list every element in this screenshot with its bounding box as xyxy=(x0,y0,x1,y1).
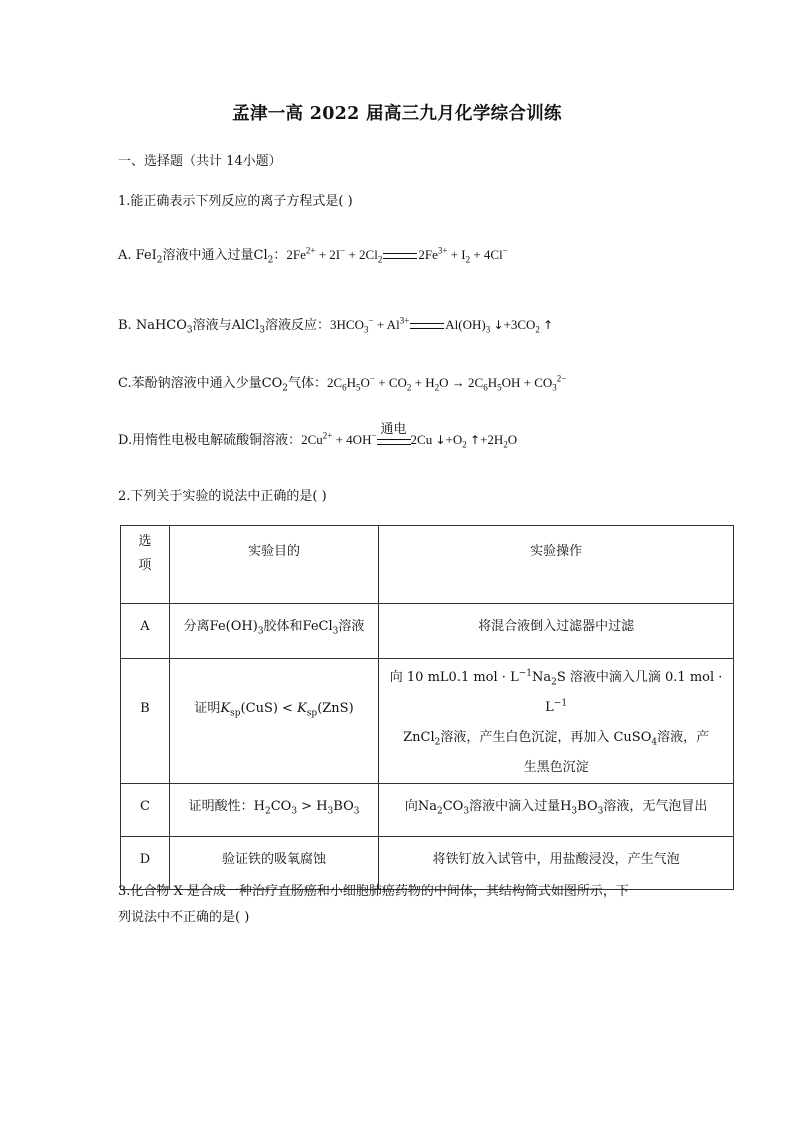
q1-option-c: C.苯酚钠溶液中通入少量$CO_2$气体：$2C_6H_5O^- + CO_2 + H_2O \to 2C_6H_5OH + CO_3^{2-}$ xyxy=(118,373,567,394)
row-c-goal: 证明酸性：$H_2CO_3 > H_3BO_3$ xyxy=(169,784,378,837)
q1-b-text2: 溶液反应： xyxy=(265,318,331,333)
table-row xyxy=(121,604,734,659)
row-a-option: A xyxy=(121,604,170,659)
q1-b-text1: 溶液与AlCl xyxy=(192,318,260,333)
q1-option-d: D.用惰性电极电解硫酸铜溶液：$2Cu^{2+} + 4OH^-$ 通电 2Cu $↓+O_2$ $↑+2H_2O$ xyxy=(118,429,517,448)
row-d-goal: 验证铁的吸氧腐蚀 xyxy=(169,837,378,890)
header-option: 选项 xyxy=(121,526,170,604)
q1-d-text: D.用惰性电极电解硫酸铜溶液： xyxy=(118,433,302,448)
row-b-option: B xyxy=(121,659,170,784)
q1-a-label: A. FeI xyxy=(118,248,157,263)
page-title: 孟津一高 2022 届高三九月化学综合训练 xyxy=(232,104,562,124)
table-row xyxy=(121,659,734,784)
q1-a-text: 溶液中通入过量Cl xyxy=(162,248,268,263)
row-c-option: C xyxy=(121,784,170,837)
q2-stem: 2.下列关于实验的说法中正确的是( ) xyxy=(118,489,327,504)
header-goal: 实验目的 xyxy=(169,526,378,604)
row-b-operation: 向 10 mL0.1 mol · $L^{-1}Na_2S$ 溶液中滴入几滴 0.1 mol · $L^{-1}$ ZnCl$_2$溶液，产生白色沉淀，再加入 CuSO$_4$溶液，产 生黑色沉淀 xyxy=(379,659,734,784)
q3-stem-line1: 3.化合物 X 是合成一种治疗直肠癌和小细胞肺癌药物的中间体，其结构简式如图所示，下 xyxy=(118,884,629,899)
row-a-goal: 分离$Fe(OH)_3$胶体和FeCl$_3$溶液 xyxy=(169,604,378,659)
row-d-option: D xyxy=(121,837,170,890)
header-operation: 实验操作 xyxy=(379,526,734,604)
table-row xyxy=(121,784,734,837)
q3-stem-line2: 列说法中不正确的是( ) xyxy=(118,910,250,925)
q1-c-text2: 气体： xyxy=(287,376,327,391)
row-c-operation: 向$Na_2CO_3$溶液中滴入过量$H_3BO_3$溶液，无气泡冒出 xyxy=(379,784,734,837)
experiment-table xyxy=(120,525,734,890)
q1-option-a: A. FeI$_2$溶液中通入过量$Cl_2$：$2Fe^{2+} + 2I^- + 2Cl_2$ $2Fe^{3+} + I_2 + 4Cl^-$ xyxy=(118,245,508,266)
q1-c-text: C.苯酚钠溶液中通入少量CO xyxy=(118,376,283,391)
q1-option-b: B. NaHCO$_3$溶液与AlCl$_3$溶液反应：$3HCO_3^- + Al^{3+}$ $Al(OH)_3$ $↓+3CO_2$ ↑ xyxy=(118,315,554,336)
electrolysis-condition xyxy=(377,422,411,445)
condition-label: 通电 xyxy=(380,422,407,438)
section-heading: 一、选择题（共计 14小题） xyxy=(118,154,282,169)
row-b-goal: 证明$K_{sp}(CuS) < K_{sp}(ZnS)$ xyxy=(169,659,378,784)
table-header-row xyxy=(121,526,734,604)
row-d-operation: 将铁钉放入试管中，用盐酸浸没，产生气泡 xyxy=(379,837,734,890)
q1-stem: 1.能正确表示下列反应的离子方程式是( ) xyxy=(118,194,353,209)
q1-b-label: B. NaHCO xyxy=(118,318,187,333)
row-a-operation: 将混合液倒入过滤器中过滤 xyxy=(379,604,734,659)
